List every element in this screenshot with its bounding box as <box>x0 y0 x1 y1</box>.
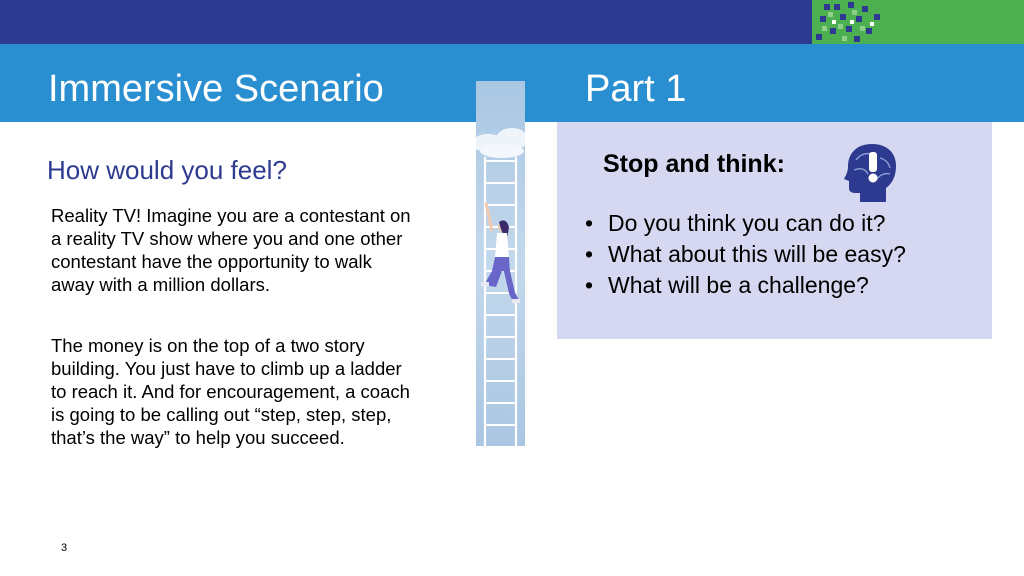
slide-title: Immersive Scenario <box>48 68 384 110</box>
list-item <box>585 270 906 301</box>
list-item <box>585 208 906 239</box>
bullet-icon: • <box>585 241 594 267</box>
part-label: Part 1 <box>585 68 687 110</box>
bullet-icon: • <box>585 210 594 236</box>
subheading: How would you feel? <box>47 155 287 185</box>
scenario-paragraph-2: The money is on the top of a two story building. You just have to climb up a ladder to reach it. And for encouragement, a coach is going to be calling out “step, step, step, that’s the way” to help you succeed. <box>51 335 410 448</box>
pixel-logo-icon <box>812 0 892 44</box>
ladder-climber-image <box>476 81 525 446</box>
thinking-head-exclamation-icon <box>842 140 898 204</box>
question-text: Do you think you can do it? <box>608 210 886 236</box>
question-text: What about this will be easy? <box>608 241 906 267</box>
bullet-icon: • <box>585 272 594 298</box>
list-item <box>585 239 906 270</box>
question-text: What will be a challenge? <box>608 272 869 298</box>
think-title: Stop and think: <box>603 150 785 178</box>
page-number: 3 <box>61 542 68 554</box>
question-list <box>585 208 906 301</box>
scenario-paragraph-1: Reality TV! Imagine you are a contestant on a reality TV show where you and one other contestant have the opportunity to walk away with a million dollars. <box>51 205 411 295</box>
